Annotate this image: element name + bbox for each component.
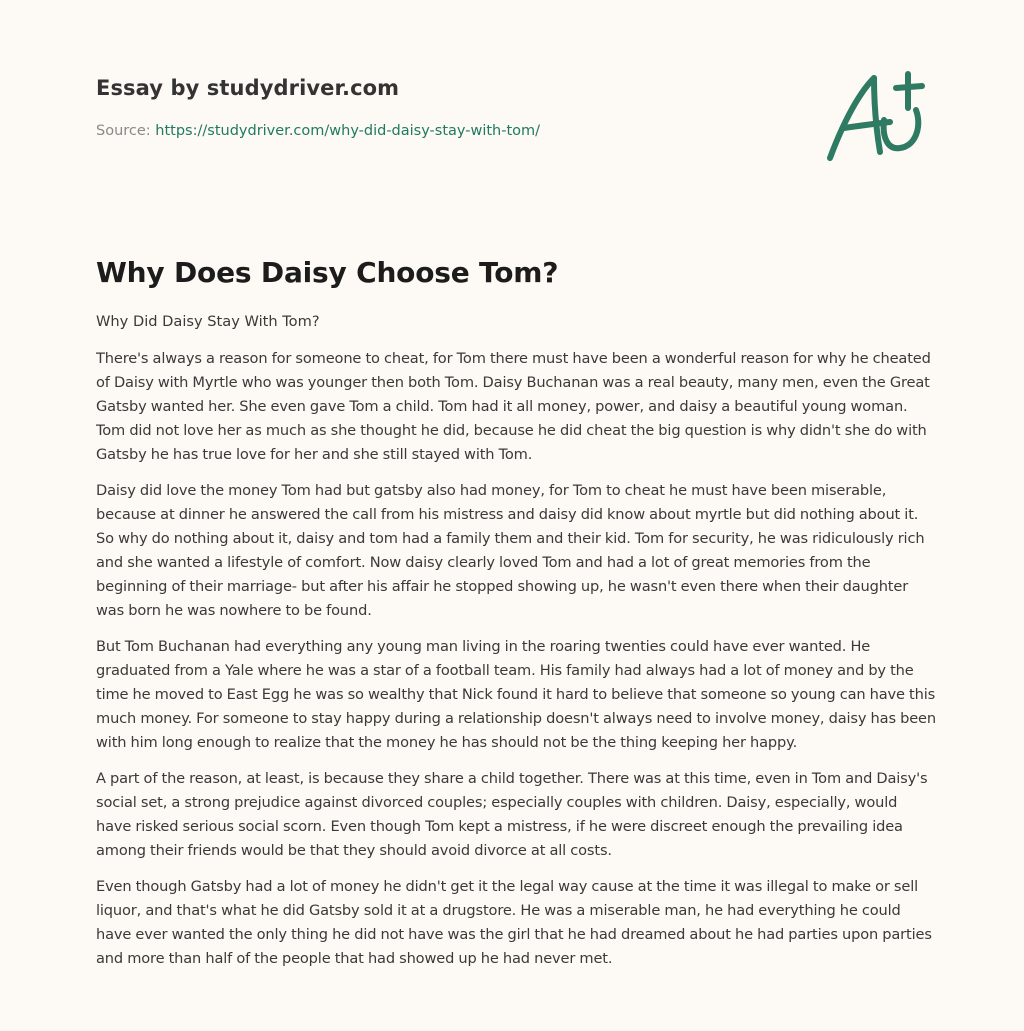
article-paragraph: Even though Gatsby had a lot of money he didn't get it the legal way cause at the time it was illegal to make or sell liquor, and that's what he did Gatsby sold it at a drugstore. He was a miserable man, he had everything he could have ever wanted the only thing he did not have was the girl that he had dreamed about he had parties upon parties and more than half of the people that had showed up he had never met. [96,878,932,967]
page-title: Why Does Daisy Choose Tom? [96,256,559,289]
article [96,256,936,983]
article-paragraph: But Tom Buchanan had everything any young man living in the roaring twenties could have ever wanted. He graduated from a Yale where he was a star of a football team. His family had always had a lot of money and by the time he moved to East Egg he was so wealthy that Nick found it hard to believe that someone so young can have this much money. For someone to stay happy during a relationship doesn't always need to involve money, daisy has been with him long enough to realize that the money he has should not be the thing keeping her happy. [96,638,936,751]
article-paragraph: There's always a reason for someone to cheat, for Tom there must have been a wonderful reason for why he cheated of Daisy with Myrtle who was younger then both Tom. Daisy Buchanan was a real beauty, many men, even the Great Gatsby wanted her. She even gave Tom a child. Tom had it all money, power, and daisy a beautiful young woman. Tom did not love her as much as she thought he did, because he did cheat the big question is why didn't she do with Gatsby he has true love for her and she still stayed with Tom. [96,350,931,463]
article-paragraph: A part of the reason, at least, is because they share a child together. There was at this time, even in Tom and Daisy's social set, a strong prejudice against divorced couples; especially couples with children. Daisy, especially, would have risked serious social scorn. Even though Tom kept a mistress, if he were discreet enough the prevailing idea among their friends would be that they should avoid divorce at all costs. [96,770,928,859]
source-line [96,123,540,139]
article-subtitle: Why Did Daisy Stay With Tom? [96,313,320,330]
a-plus-grade-icon [822,66,932,166]
source-link[interactable]: https://studydriver.com/why-did-daisy-stay-with-tom/ [155,123,541,139]
source-label: Source: [96,123,151,139]
site-title: Essay by studydriver.com [96,76,400,100]
page-header [96,76,540,139]
article-paragraph: Daisy did love the money Tom had but gatsby also had money, for Tom to cheat he must have been miserable, because at dinner he answered the call from his mistress and daisy did know about myrtle but did nothing about it. So why do nothing about it, daisy and tom had a family them and their kid. Tom for security, he was ridiculously rich and she wanted a lifestyle of comfort. Now daisy clearly loved Tom and had a lot of great memories from the beginning of their marriage- but after his affair he stopped showing up, he wasn't even there when their daughter was born he was nowhere to be found. [96,482,925,619]
